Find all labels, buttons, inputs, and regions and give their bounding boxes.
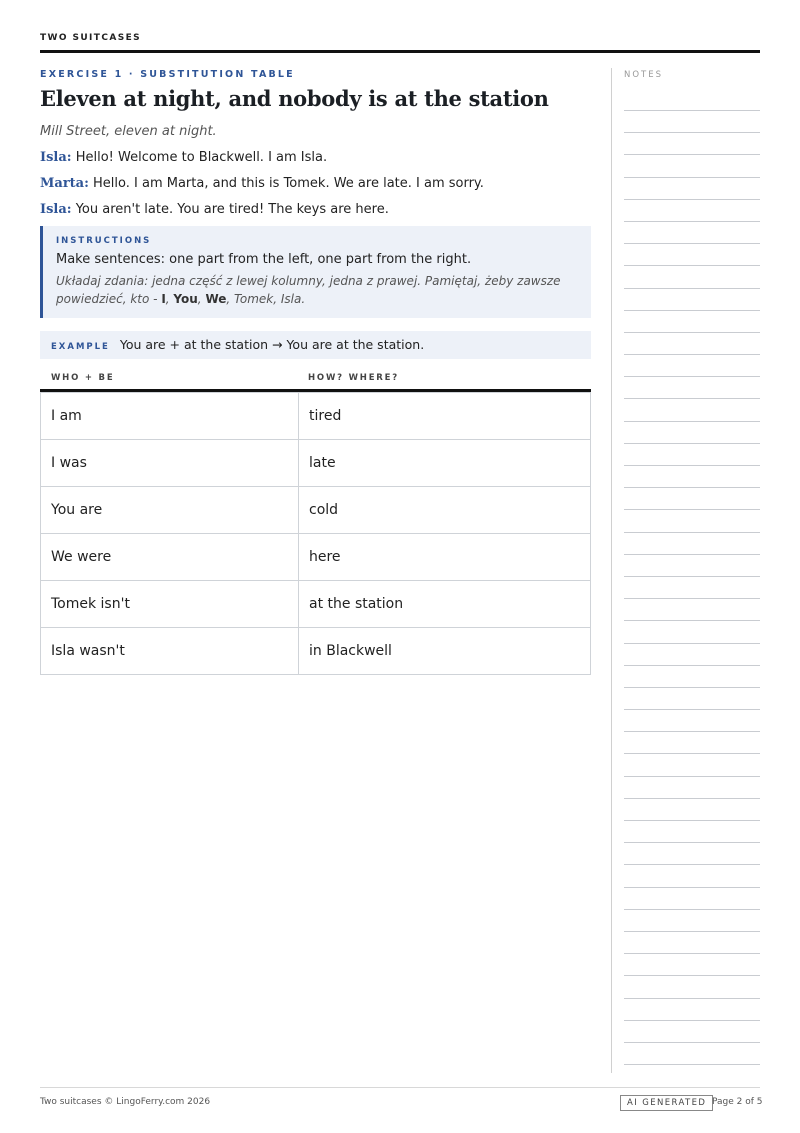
note-line [624,421,760,422]
instructions-polish [56,272,577,308]
note-line [624,643,760,644]
note-line [624,154,760,155]
note-line [624,265,760,266]
cell-who-be: Isla wasn't [41,628,299,675]
note-line [624,554,760,555]
note-line [624,532,760,533]
note-line [624,177,760,178]
main-content [40,68,591,675]
notes-label: NOTES [624,70,664,80]
note-line [624,1064,760,1065]
cell-who-be: I am [41,393,299,440]
note-line [624,687,760,688]
dialogue-line [40,175,591,193]
dialogue-text: You aren't late. You are tired! The keys are here. [75,202,389,217]
exercise-kicker: EXERCISE 1 · SUBSTITUTION TABLE [40,69,295,80]
note-line [624,731,760,732]
note-line [624,332,760,333]
table-row [41,581,591,628]
separator: , [165,292,174,306]
note-line [624,110,760,111]
note-line [624,376,760,377]
note-line [624,820,760,821]
example-text: You are + at the station → You are at the station. [119,337,425,352]
speaker-name: Isla: [40,202,72,217]
cell-who-be: You are [41,487,299,534]
column-header-how-where: HOW? WHERE? [308,373,399,383]
dialogue-text: Hello. I am Marta, and this is Tomek. We are late. I am sorry. [93,176,484,191]
note-line [624,975,760,976]
note-line [624,776,760,777]
note-line [624,709,760,710]
dialogue-line [40,201,591,219]
dialogue-text: Hello! Welcome to Blackwell. I am Isla. [75,150,328,165]
note-line [624,243,760,244]
table-row [41,628,591,675]
instructions-label: INSTRUCTIONS [56,236,152,246]
notes-lines [624,110,760,1086]
note-line [624,953,760,954]
note-line [624,487,760,488]
footer-rule [40,1087,760,1088]
separator: , [197,292,206,306]
column-header-who-be: WHO + BE [51,373,115,383]
header-rule [40,50,760,53]
note-line [624,398,760,399]
note-line [624,620,760,621]
pronoun-we: We [205,292,227,306]
page-number: Page 2 of 5 [712,1097,763,1107]
note-line [624,509,760,510]
table-column-headers [40,359,591,389]
notes-divider [611,68,612,1073]
table-row [41,534,591,581]
cell-how-where: late [299,440,591,487]
note-line [624,909,760,910]
note-line [624,443,760,444]
dialogue-line [40,149,591,167]
instructions-polish-suffix: , Tomek, Isla. [226,292,306,306]
header-label: TWO SUITCASES [40,33,142,43]
example-box [40,331,591,359]
note-line [624,887,760,888]
cell-how-where: at the station [299,581,591,628]
cell-who-be: I was [41,440,299,487]
note-line [624,665,760,666]
instructions-english: Make sentences: one part from the left, one part from the right. [56,252,472,267]
note-line [624,753,760,754]
cell-who-be: Tomek isn't [41,581,299,628]
note-line [624,864,760,865]
cell-how-where: here [299,534,591,581]
table-row [41,440,591,487]
note-line [624,931,760,932]
note-line [624,465,760,466]
note-line [624,998,760,999]
ai-generated-badge: AI GENERATED [620,1095,713,1111]
instructions-box [40,226,591,318]
note-line [624,798,760,799]
note-line [624,354,760,355]
pronoun-i: I [161,292,166,306]
note-line [624,842,760,843]
note-line [624,288,760,289]
pronoun-you: You [173,292,198,306]
cell-how-where: cold [299,487,591,534]
cell-who-be: We were [41,534,299,581]
speaker-name: Isla: [40,150,72,165]
note-line [624,310,760,311]
note-line [624,199,760,200]
instructions-polish-prefix: Układaj zdania: jedna część z lewej kolumny, jedna z prawej. Pamiętaj, żeby zawsze powiedzieć, kto - [56,274,561,306]
scene-description: Mill Street, eleven at night. [40,124,217,139]
example-label: EXAMPLE [51,342,110,352]
note-line [624,1042,760,1043]
footer-copyright: Two suitcases © LingoFerry.com 2026 [40,1097,211,1107]
speaker-name: Marta: [40,176,89,191]
note-line [624,1020,760,1021]
note-line [624,576,760,577]
table-row [41,487,591,534]
note-line [624,132,760,133]
page-title: Eleven at night, and nobody is at the station [40,86,549,111]
note-line [624,221,760,222]
table-row [41,393,591,440]
cell-how-where: tired [299,393,591,440]
substitution-table [40,389,591,675]
note-line [624,598,760,599]
cell-how-where: in Blackwell [299,628,591,675]
